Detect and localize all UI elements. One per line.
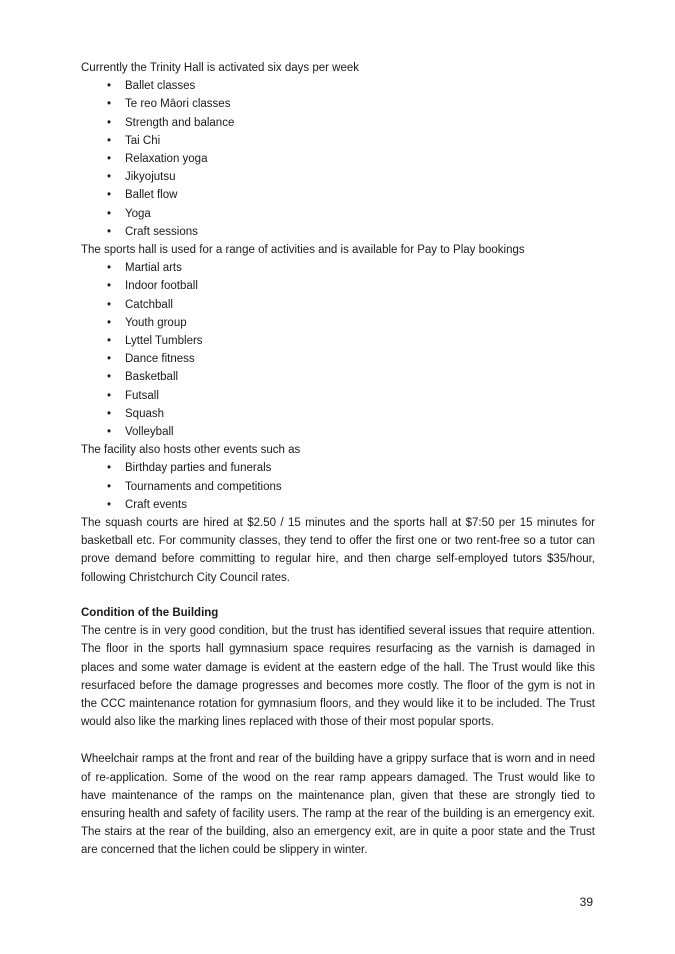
list-item-label: Volleyball — [125, 426, 174, 439]
sports-intro-line: The sports hall is used for a range of activities and is available for Pay to Play bookings — [81, 244, 525, 257]
condition-paragraph: The centre is in very good condition, but the trust has identified several issues that require attention. The floor in the sports hall gymnasium space requires resurfacing as the varnish is damaged in places and some water damage is evident at the eastern edge of the hall. The Trust would like this resurfaced before the damage progresses and becomes more costly. The floor of the gym is not in the CCC maintenance rotation for gymnasium floors, and they would like it to be included. The Trust would also like the marking lines replaced with those of their most popular sports. — [81, 625, 595, 729]
bullet-icon: • — [107, 353, 112, 366]
list-item-label: Squash — [125, 407, 165, 420]
list-item-label: Craft sessions — [125, 225, 198, 238]
intro-line: Currently the Trinity Hall is activated six days per week — [81, 62, 360, 74]
bullet-icon: • — [107, 298, 112, 311]
bullet-icon: • — [107, 498, 112, 511]
bullet-icon: • — [107, 407, 112, 420]
list-item-label: Lyttel Tumblers — [125, 335, 203, 348]
list-item-label: Youth group — [125, 316, 187, 329]
list-item-label: Dance fitness — [125, 353, 195, 366]
bullet-icon: • — [107, 98, 112, 111]
list-item — [81, 114, 595, 132]
list-item — [81, 368, 595, 386]
bullet-icon: • — [107, 462, 112, 475]
bullet-icon: • — [107, 316, 112, 329]
bullet-icon: • — [107, 171, 112, 184]
page-content — [81, 59, 595, 860]
activities-list — [81, 77, 595, 241]
pricing-paragraph: The squash courts are hired at $2.50 / 15 minutes and the sports hall at $7:50 per 15 minutes for basketball etc. For community classes, they tend to offer the first one or two rent-free so a tutor can prove demand before committing to regular hire, and then charge self-employed tutors $35/hour, following Christchurch City Council rates. — [81, 517, 595, 584]
bullet-icon: • — [107, 207, 112, 220]
ramps-paragraph: Wheelchair ramps at the front and rear of the building have a grippy surface that is worn and in need of re-application. Some of the wood on the rear ramp appears damaged. The Trust would like to have maintenance of the ramps on the maintenance plan, given that these are strongly tied to ensuring health and safety of facility users. The ramp at the rear of the building is an emergency exit. The stairs at the rear of the building, also an emergency exit, are in quite a poor state and the Trust are concerned that the lichen could be slippery in winter. — [81, 753, 595, 857]
sports-list — [81, 259, 595, 441]
bullet-icon: • — [107, 280, 112, 293]
bullet-icon: • — [107, 153, 112, 166]
list-item — [81, 423, 595, 441]
list-item-label: Tai Chi — [125, 134, 161, 147]
list-item — [81, 459, 595, 477]
list-item — [81, 478, 595, 496]
list-item-label: Futsall — [125, 389, 159, 402]
list-item-label: Martial arts — [125, 262, 182, 275]
list-item-label: Catchball — [125, 298, 173, 311]
list-item — [81, 496, 595, 514]
list-item — [81, 132, 595, 150]
section-heading-condition: Condition of the Building — [81, 606, 219, 619]
list-item — [81, 387, 595, 405]
bullet-icon: • — [107, 335, 112, 348]
list-item-label: Birthday parties and funerals — [125, 462, 272, 475]
list-item — [81, 332, 595, 350]
list-item-label: Ballet flow — [125, 189, 178, 202]
bullet-icon: • — [107, 116, 112, 129]
list-item — [81, 223, 595, 241]
bullet-icon: • — [107, 189, 112, 202]
list-item — [81, 259, 595, 277]
list-item — [81, 77, 595, 95]
list-item — [81, 296, 595, 314]
list-item — [81, 95, 595, 113]
list-item-label: Basketball — [125, 371, 179, 384]
list-item — [81, 405, 595, 423]
list-item-label: Strength and balance — [125, 116, 235, 129]
list-item — [81, 186, 595, 204]
bullet-icon: • — [107, 262, 112, 275]
list-item — [81, 205, 595, 223]
list-item-label: Relaxation yoga — [125, 153, 208, 166]
list-item-label: Jikyojutsu — [125, 171, 176, 184]
list-item — [81, 277, 595, 295]
list-item-label: Craft events — [125, 498, 187, 511]
list-item-label: Yoga — [125, 207, 151, 220]
list-item — [81, 350, 595, 368]
list-item-label: Tournaments and competitions — [125, 480, 282, 493]
list-item — [81, 314, 595, 332]
bullet-icon: • — [107, 134, 112, 147]
list-item — [81, 150, 595, 168]
bullet-icon: • — [107, 426, 112, 439]
bullet-icon: • — [107, 480, 112, 493]
bullet-icon: • — [107, 80, 112, 93]
page-number: 39 — [579, 895, 593, 909]
events-intro-line: The facility also hosts other events such as — [81, 444, 301, 457]
list-item-label: Indoor football — [125, 280, 198, 293]
list-item — [81, 168, 595, 186]
bullet-icon: • — [107, 371, 112, 384]
bullet-icon: • — [107, 225, 112, 238]
list-item-label: Ballet classes — [125, 80, 196, 93]
events-list — [81, 459, 595, 514]
list-item-label: Te reo Māori classes — [125, 98, 231, 111]
bullet-icon: • — [107, 389, 112, 402]
